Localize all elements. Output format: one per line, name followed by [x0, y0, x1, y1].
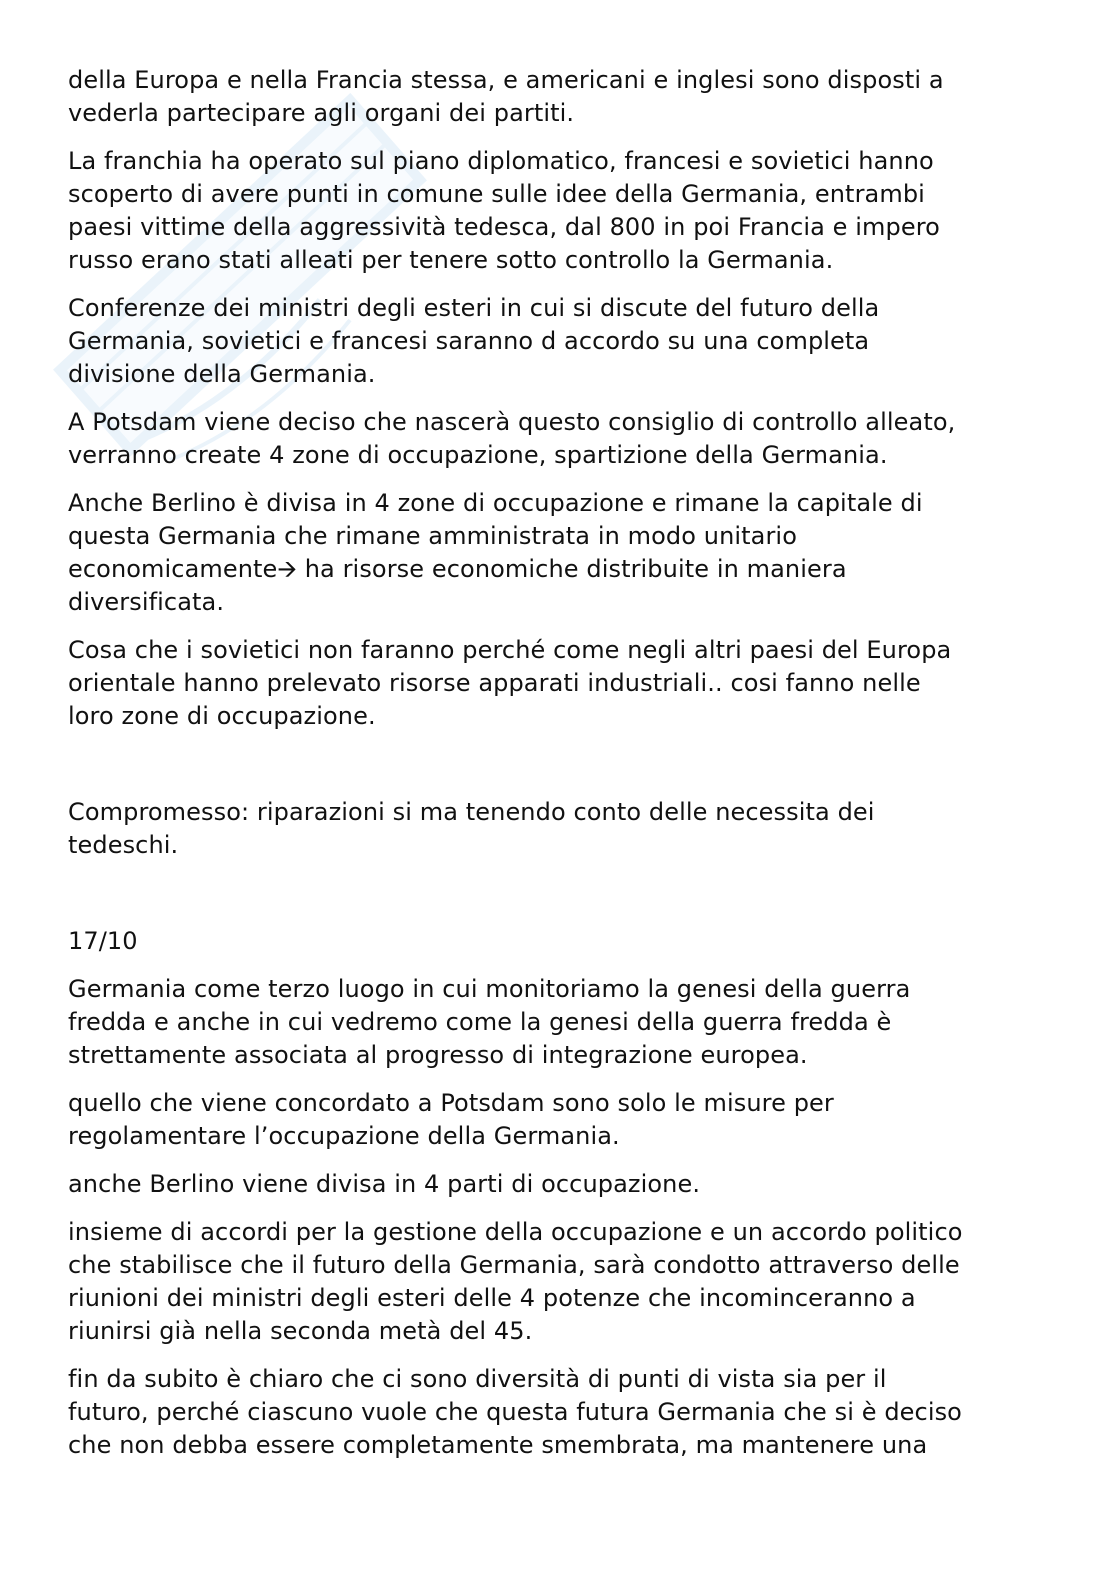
document-page: [68, 64, 1058, 1462]
paragraph: della Europa e nella Francia stessa, e americani e inglesi sono disposti a vederla partecipare agli organi dei partiti.: [68, 66, 944, 127]
paragraph: insieme di accordi per la gestione della occupazione e un accordo politico che stabilisce che il futuro della Germania, sarà condotto attraverso delle riunioni dei ministri degli esteri delle 4 potenze che incominceranno a riunirsi già nella seconda metà del 45.: [68, 1218, 963, 1345]
paragraph: A Potsdam viene deciso che nascerà questo consiglio di controllo alleato, verranno create 4 zone di occupazione, spartizione della Germania.: [68, 408, 956, 469]
paragraph: Cosa che i sovietici non faranno perché come negli altri paesi del Europa orientale hanno prelevato risorse apparati industriali.. cosi fanno nelle loro zone di occupazione.: [68, 636, 952, 730]
paragraph: quello che viene concordato a Potsdam sono solo le misure per regolamentare l’occupazione della Germania.: [68, 1089, 834, 1150]
paragraph: Germania come terzo luogo in cui monitoriamo la genesi della guerra fredda e anche in cui vedremo come la genesi della guerra fredda è strettamente associata al progresso di integrazione europea.: [68, 975, 911, 1069]
paragraph: anche Berlino viene divisa in 4 parti di occupazione.: [68, 1170, 701, 1198]
paragraph: Anche Berlino è divisa in 4 zone di occupazione e rimane la capitale di questa Germania che rimane amministrata in modo unitario economicamente🡪 ha risorse economiche distribuite in maniera diversificata.: [68, 489, 923, 616]
paragraph: Conferenze dei ministri degli esteri in cui si discute del futuro della Germania, sovietici e francesi saranno d accordo su una completa divisione della Germania.: [68, 294, 880, 388]
paragraph: La franchia ha operato sul piano diplomatico, francesi e sovietici hanno scoperto di avere punti in comune sulle idee della Germania, entrambi paesi vittime della aggressività tedesca, dal 800 in poi Francia e impero russo erano stati alleati per tenere sotto controllo la Germania.: [68, 147, 940, 274]
paragraph: Compromesso: riparazioni si ma tenendo conto delle necessita dei tedeschi.: [68, 798, 875, 859]
date-heading: 17/10: [68, 927, 138, 955]
paragraph: fin da subito è chiaro che ci sono diversità di punti di vista sia per il futuro, perché ciascuno vuole che questa futura Germania che si è deciso che non debba essere completamente smembrata, ma mantenere una: [68, 1365, 962, 1459]
